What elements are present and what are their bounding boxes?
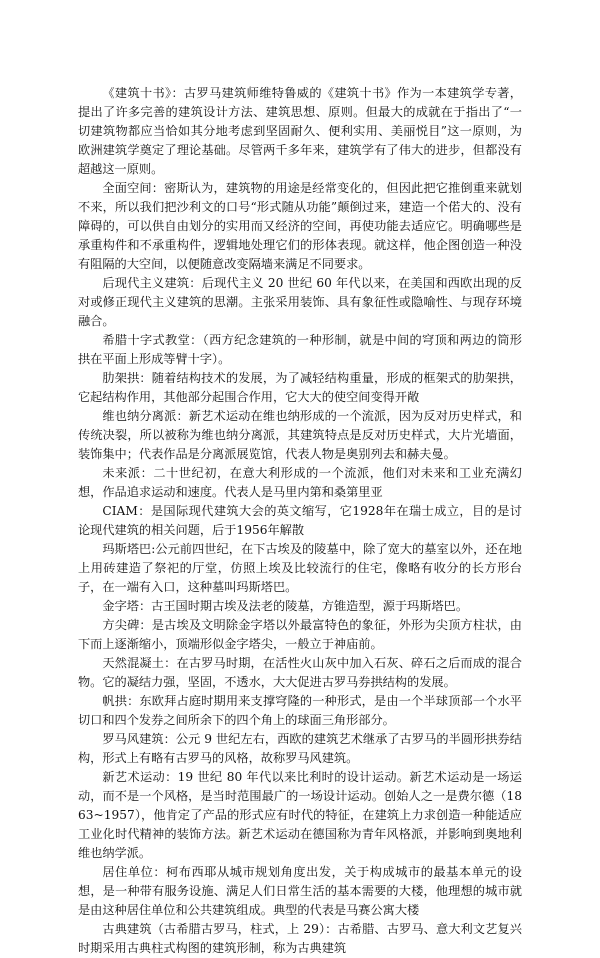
paragraph-rib-vault: 肋架拱：随着结构技术的发展，为了减轻结构重量，形成的框架式的肋架拱，它起结构作用，其他部分起围合作用，它大大的使空间变得开敞 [78, 371, 522, 404]
paragraph-mastaba: 玛斯塔巴:公元前四世纪，在下古埃及的陵墓中，除了宽大的墓室以外，还在地上用砖建造了祭祀的厅堂，仿照上埃及比较流行的住宅，像略有收分的长方形台子，在一端有入口，这种墓叫玛斯塔巴。 [78, 542, 522, 594]
paragraph-art-nouveau: 新艺术运动：19 世纪 80 年代以来比利时的设计运动。新艺术运动是一场运动，而不是一个风格，是当时范围最广的一场设计运动。创始人之一是费尔德（1863~1957），他肯定了产品的形式应有时代的特征，在建筑上力求创造一种能适应工业化时代精神的装饰方法。新艺术运动在德国称为青年风格派，并影响到奥地利维也纳学派。 [78, 770, 522, 860]
paragraph-postmodern: 后现代主义建筑：后现代主义 20 世纪 60 年代以来，在美国和西欧出现的反对或修正现代主义建筑的思潮。主张采用装饰、具有象征性或隐喻性、与现存环境融合。 [78, 276, 522, 328]
paragraph-unite-habitation: 居住单位：柯布西耶从城市规划角度出发，关于构成城市的最基本单元的设想，是一种带有服务设施、满足人们日常生活的基本需要的大楼，他理想的城市就是由这种居住单位和公共建筑组成。典型的代表是马赛公寓大楼 [78, 865, 522, 917]
paragraph-classical-architecture: 古典建筑（古希腊古罗马，柱式，上 29）：古希腊、古罗马、意大利文艺复兴时期采用古典柱式构图的建筑形制，称为古典建筑 [78, 922, 522, 955]
paragraph-pyramid: 金字塔：古王国时期古埃及法老的陵墓，方锥造型，源于玛斯塔巴。 [102, 599, 469, 613]
paragraph-ciam: CIAM：是国际现代建筑大会的英文缩写，它1928年在瑞士成立，目的是讨论现代建筑的相关问题，后于1956年解散 [78, 504, 522, 537]
paragraph-greek-cross-church: 希腊十字式教堂：（西方纪念建筑的一种形制，就是中间的穹顶和两边的筒形拱在平面上形成等臂十字）。 [78, 333, 522, 366]
paragraph-futurism: 未来派：二十世纪初，在意大利形成的一个流派，他们对未来和工业充满幻想，作品追求运动和速度。代表人是马里内第和桑第里亚 [78, 466, 522, 499]
paragraph-pendentive: 帆拱：东欧拜占庭时期用来支撑穹隆的一种形式，是由一个半球顶部一个水平切口和四个发券之间所余下的四个角上的球面三角形部分。 [78, 694, 522, 727]
paragraph-universal-space: 全面空间：密斯认为，建筑物的用途是经常变化的，但因此把它推倒重来就划不来，所以我们把沙利文的口号“形式随从功能”颠倒过来，建造一个偌大的、没有障碍的，可以供自由划分的实用而又经济的空间，再使功能去适应它。明确哪些是承重构件和不承重构件，逻辑地处理它们的形体表现。就这样，他企图创造一种没有阻隔的大空间，以便随意改变隔墙来满足不同要求。 [78, 181, 522, 271]
paragraph-obelisk: 方尖碑：是古埃及文明除金字塔以外最富特色的象征，外形为尖顶方柱状，由下而上逐渐缩小，顶端形似金字塔尖，一般立于神庙前。 [78, 618, 522, 651]
paragraph-vienna-secession: 维也纳分离派：新艺术运动在维也纳形成的一个流派，因为反对历史样式，和传统决裂，所以被称为维也纳分离派，其建筑特点是反对历史样式，大片光墙面，装饰集中；代表作品是分离派展览馆，代表人物是奥别列去和赫夫曼。 [78, 409, 522, 461]
paragraph-ten-books: 《建筑十书》：古罗马建筑师维特鲁威的《建筑十书》作为一本建筑学专著，提出了许多完善的建筑设计方法、建筑思想、原则。但最大的成就在于指出了“一切建筑物都应当恰如其分地考虑到坚固耐久、便利实用、美丽悦目”这一原则，为欧洲建筑学奠定了理论基础。尽管两千多年来，建筑学有了伟大的进步，但都没有超越这一原则。 [78, 86, 522, 176]
paragraph-natural-concrete: 天然混凝土：在古罗马时期，在活性火山灰中加入石灰、碎石之后而成的混合物。它的凝结力强，坚固，不透水，大大促进古罗马券拱结构的发展。 [78, 656, 522, 689]
document-body [78, 84, 522, 958]
paragraph-romanesque: 罗马风建筑：公元 9 世纪左右，西欧的建筑艺术继承了古罗马的半圆形拱券结构，形式上有略有古罗马的风格，故称罗马风建筑。 [78, 732, 522, 765]
